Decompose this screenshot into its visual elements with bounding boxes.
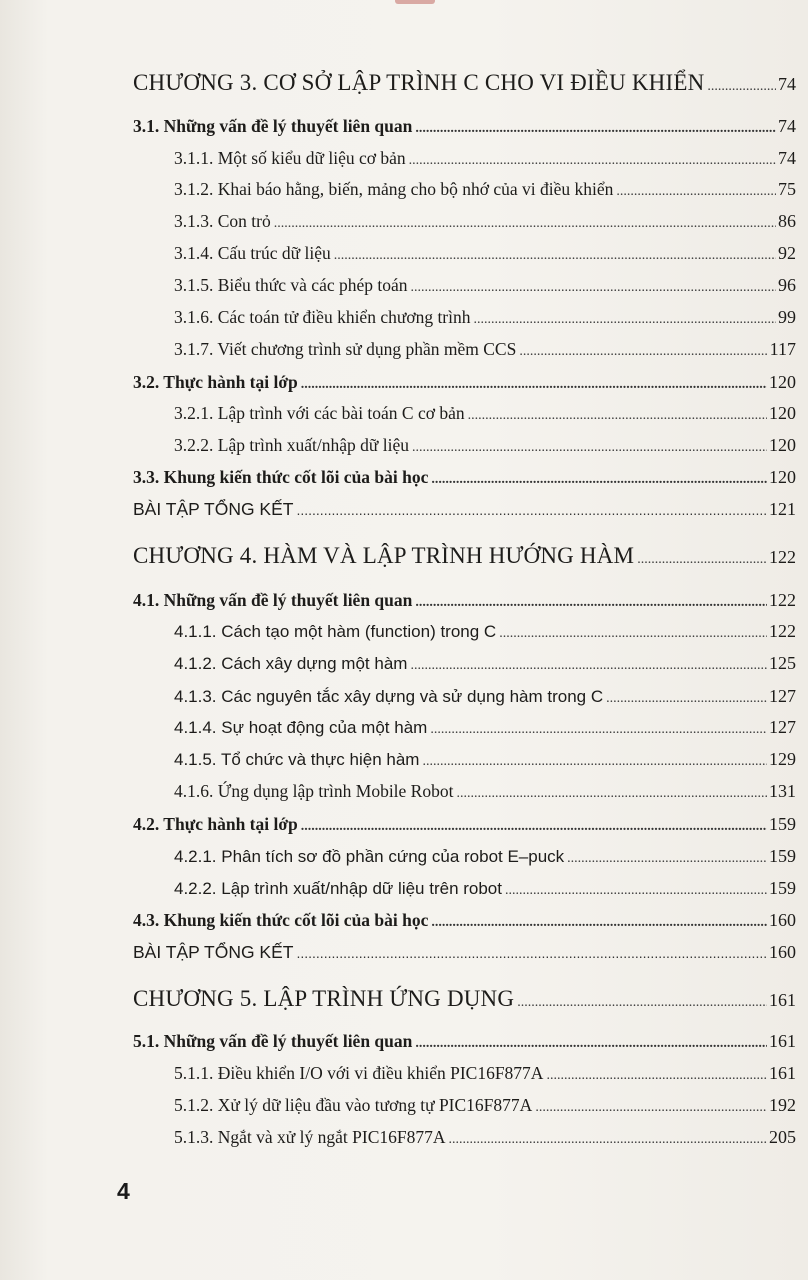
- dot-leader: [456, 781, 767, 802]
- toc-entry: [174, 686, 796, 707]
- toc-entry-title: 3.1.1. Một số kiểu dữ liệu cơ bản: [174, 148, 406, 168]
- dot-leader: [431, 910, 767, 931]
- toc-entry: [133, 942, 796, 963]
- toc-entry-title: 3.1.5. Biểu thức và các phép toán: [174, 275, 408, 295]
- toc-entry-title: 3.1.2. Khai báo hằng, biến, mảng cho bộ nhớ của vi điều khiển: [174, 179, 614, 199]
- toc-entry-page: 160: [769, 910, 796, 930]
- toc-entry-page: 74: [778, 74, 796, 94]
- dot-leader: [474, 307, 776, 328]
- page-number: 4: [117, 1178, 130, 1204]
- toc-entry-page: 75: [778, 179, 796, 199]
- toc-entry: [174, 275, 796, 296]
- toc-entry: [174, 846, 796, 867]
- toc-entry-page: 192: [769, 1095, 796, 1115]
- toc-entry-title: 3.1.4. Cấu trúc dữ liệu: [174, 243, 331, 263]
- toc-entry-title: 4.2.2. Lập trình xuất/nhập dữ liệu trên robot: [174, 879, 502, 898]
- dot-leader: [411, 275, 776, 296]
- toc-entry-title: 4.2.1. Phân tích sơ đồ phần cứng của robot E–puck: [174, 847, 565, 866]
- dot-leader: [415, 1031, 767, 1052]
- dot-leader: [546, 1063, 767, 1084]
- toc-entry: [174, 307, 796, 328]
- toc-entry-title: 4.1. Những vấn đề lý thuyết liên quan: [133, 590, 413, 610]
- toc-entry: [133, 814, 796, 835]
- toc-entry-title: 3.2.1. Lập trình với các bài toán C cơ bản: [174, 403, 465, 423]
- toc-entry: [174, 403, 796, 424]
- toc-entry-title: 3.2.2. Lập trình xuất/nhập dữ liệu: [174, 435, 409, 455]
- toc-entry-title: 4.1.3. Các nguyên tắc xây dựng và sử dụng hàm trong C: [174, 687, 604, 706]
- toc-entry: [174, 653, 796, 674]
- toc-entry: [133, 986, 796, 1012]
- toc-entry-page: 161: [769, 1031, 796, 1051]
- dot-leader: [296, 499, 767, 520]
- dot-leader: [535, 1095, 767, 1116]
- toc-entry-page: 120: [769, 467, 796, 487]
- dot-leader: [274, 211, 776, 232]
- toc-entry-title: 4.1.1. Cách tạo một hàm (function) trong C: [174, 622, 497, 641]
- dot-leader: [296, 942, 767, 963]
- dot-leader: [431, 467, 767, 488]
- toc-entry-title: BÀI TẬP TỔNG KẾT: [133, 942, 294, 962]
- dot-leader: [430, 717, 767, 738]
- toc-entry: [174, 211, 796, 232]
- toc-entry: [174, 749, 796, 770]
- toc-entry: [174, 1095, 796, 1116]
- dot-leader: [410, 653, 767, 674]
- toc-entry-page: 122: [769, 621, 796, 641]
- toc-entry-title: 5.1.1. Điều khiển I/O với vi điều khiển PIC16F877A: [174, 1063, 544, 1083]
- dot-leader: [301, 372, 767, 393]
- toc-entry-page: 205: [769, 1127, 796, 1147]
- toc-entry-title: 4.3. Khung kiến thức cốt lõi của bài học: [133, 910, 429, 930]
- toc-entry-page: 99: [778, 307, 796, 327]
- toc-entry: [133, 70, 796, 96]
- toc-entry-page: 159: [769, 846, 796, 866]
- toc-entry-page: 127: [769, 686, 796, 706]
- toc-entry-title: 4.1.4. Sự hoạt động của một hàm: [174, 718, 428, 737]
- toc-entry-page: 159: [769, 814, 796, 834]
- toc-entry: [133, 116, 796, 137]
- toc-entry: [174, 243, 796, 264]
- toc-entry-title: 3.1.7. Viết chương trình sử dụng phần mềm CCS: [174, 339, 517, 359]
- toc-entry-page: 74: [778, 148, 796, 168]
- toc-entry-title: CHƯƠNG 3. CƠ SỞ LẬP TRÌNH C CHO VI ĐIỀU KHIỂN: [133, 70, 705, 95]
- toc-entry-title: 3.1.3. Con trỏ: [174, 211, 271, 231]
- toc-entry-title: 5.1.3. Ngắt và xử lý ngắt PIC16F877A: [174, 1127, 446, 1147]
- toc-entry: [133, 467, 796, 488]
- toc-entry: [133, 590, 796, 611]
- dot-leader: [449, 1127, 768, 1148]
- toc-entry-page: 120: [769, 403, 796, 423]
- toc-entry-page: 117: [769, 339, 796, 359]
- dot-leader: [519, 339, 767, 360]
- dot-leader: [412, 435, 767, 456]
- toc-entry-page: 122: [769, 547, 796, 567]
- dot-leader: [334, 243, 776, 264]
- toc-entry: [133, 543, 796, 569]
- dot-leader: [505, 878, 767, 899]
- toc-entry-page: 131: [769, 781, 796, 801]
- toc-entry: [174, 435, 796, 456]
- toc-entry: [174, 717, 796, 738]
- dot-leader: [468, 403, 767, 424]
- dot-leader: [517, 986, 767, 1012]
- dot-leader: [707, 70, 776, 96]
- dot-leader: [415, 590, 767, 611]
- dot-leader: [616, 179, 776, 200]
- toc-entry-page: 161: [769, 1063, 796, 1083]
- toc-entry: [174, 781, 796, 802]
- toc-entry-page: 120: [769, 372, 796, 392]
- toc-entry-page: 74: [778, 116, 796, 136]
- toc-entry: [174, 878, 796, 899]
- toc-entry-page: 161: [769, 990, 796, 1010]
- dot-leader: [422, 749, 767, 770]
- toc-entry: [133, 1031, 796, 1052]
- toc-entry-title: CHƯƠNG 5. LẬP TRÌNH ỨNG DỤNG: [133, 986, 515, 1011]
- toc-entry-title: 5.1.2. Xử lý dữ liệu đầu vào tương tự PIC16F877A: [174, 1095, 533, 1115]
- toc-entry: [133, 499, 796, 520]
- toc-entry: [133, 910, 796, 931]
- toc-entry: [174, 1063, 796, 1084]
- toc-entry: [174, 621, 796, 642]
- dot-leader: [567, 846, 767, 867]
- toc-entry-title: 4.1.5. Tổ chức và thực hiện hàm: [174, 750, 420, 769]
- toc-entry-title: CHƯƠNG 4. HÀM VÀ LẬP TRÌNH HƯỚNG HÀM: [133, 543, 635, 568]
- toc-entry-page: 159: [769, 878, 796, 898]
- toc-entry: [133, 372, 796, 393]
- toc-entry-title: 5.1. Những vấn đề lý thuyết liên quan: [133, 1031, 413, 1051]
- toc-entry-page: 121: [769, 499, 796, 519]
- toc-entry-title: 4.1.2. Cách xây dựng một hàm: [174, 654, 408, 673]
- toc-entry-title: 3.3. Khung kiến thức cốt lõi của bài học: [133, 467, 429, 487]
- toc-entry-page: 129: [769, 749, 796, 769]
- dot-leader: [499, 621, 767, 642]
- toc-entry-page: 92: [778, 243, 796, 263]
- toc-entry-title: 3.1.6. Các toán tử điều khiển chương trình: [174, 307, 471, 327]
- toc-entry-title: 3.2. Thực hành tại lớp: [133, 372, 298, 392]
- toc-entry: [174, 148, 796, 169]
- toc-entry-title: BÀI TẬP TỔNG KẾT: [133, 499, 294, 519]
- toc-entry-title: 4.2. Thực hành tại lớp: [133, 814, 298, 834]
- dot-leader: [606, 686, 767, 707]
- dot-leader: [409, 148, 776, 169]
- toc-entry-page: 86: [778, 211, 796, 231]
- toc-entry: [174, 179, 796, 200]
- toc-entry-page: 127: [769, 717, 796, 737]
- toc-entry-page: 122: [769, 590, 796, 610]
- toc-entry-page: 120: [769, 435, 796, 455]
- toc-entry: [174, 339, 796, 360]
- toc-entry-page: 125: [769, 653, 796, 673]
- dot-leader: [301, 814, 767, 835]
- dot-leader: [415, 116, 776, 137]
- toc-entry-title: 4.1.6. Ứng dụng lập trình Mobile Robot: [174, 781, 454, 801]
- toc-entry-title: 3.1. Những vấn đề lý thuyết liên quan: [133, 116, 413, 136]
- toc-entry: [174, 1127, 796, 1148]
- toc-entry-page: 160: [769, 942, 796, 962]
- toc-entry-page: 96: [778, 275, 796, 295]
- dot-leader: [637, 543, 767, 569]
